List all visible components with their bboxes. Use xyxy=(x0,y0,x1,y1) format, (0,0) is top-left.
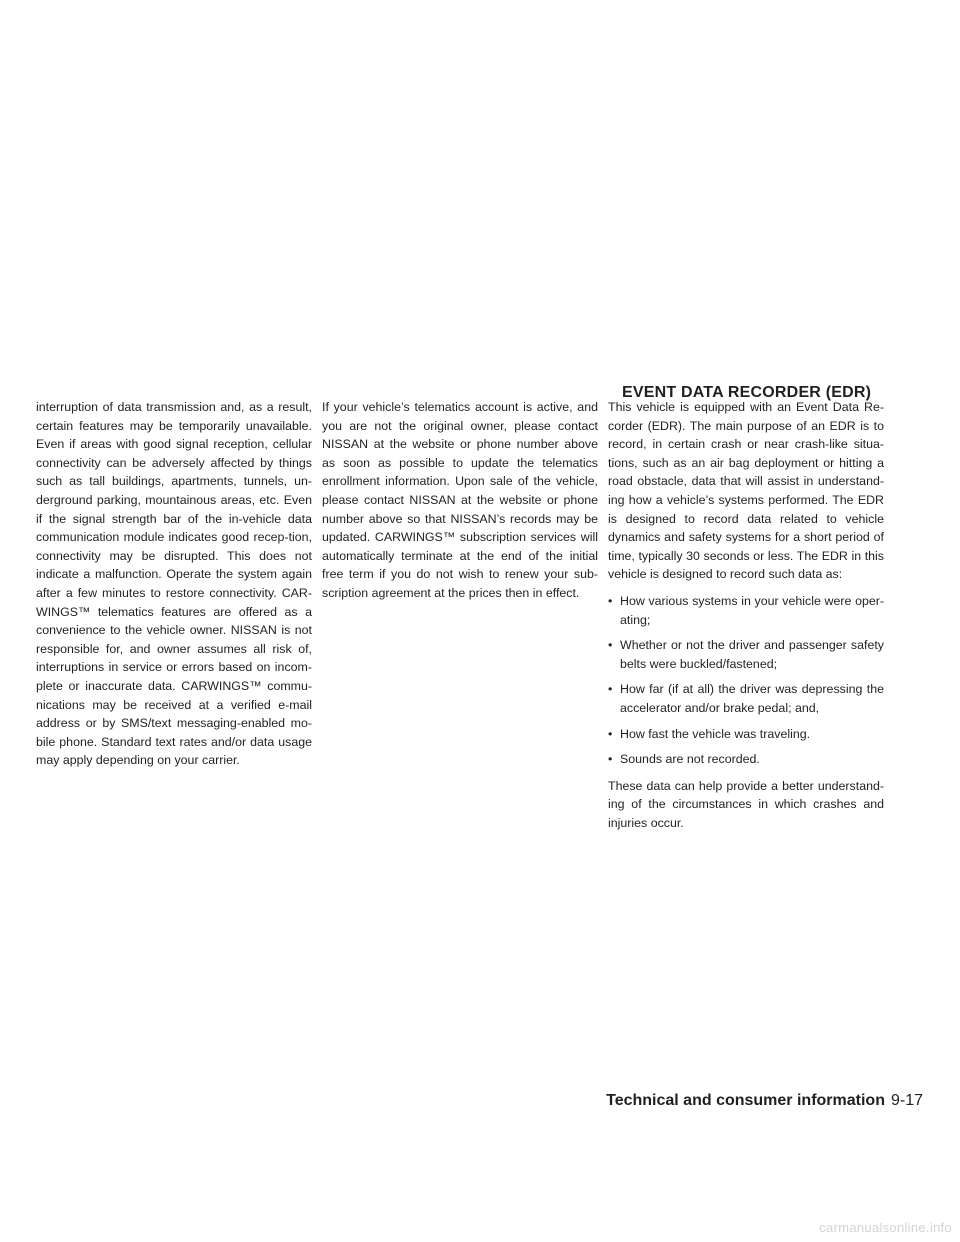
edr-data-list xyxy=(608,592,884,769)
list-item-text: How far (if at all) the driver was depressing the accelerator and/or brake pedal; and, xyxy=(620,682,884,715)
list-item xyxy=(608,725,884,744)
list-item-text: Whether or not the driver and passenger safety belts were buckled/fastened; xyxy=(620,638,884,671)
body-paragraph: If your vehicle’s telematics account is active, and you are not the original owner, please contact NISSAN at the website or phone number above as soon as possible to update the telematics enrollment information. Upon sale of the vehicle, please contact NISSAN at the website or phone number above so that NISSAN’s records may be updated. CARWINGS™ subscription services will automatically terminate at the end of the initial free term if you do not wish to renew your sub-scription agreement at the prices then in effect. xyxy=(322,400,598,600)
list-item-text: How fast the vehicle was traveling. xyxy=(620,726,811,741)
list-item-text: Sounds are not recorded. xyxy=(620,752,760,767)
edr-intro-paragraph: This vehicle is equipped with an Event Data Re-corder (EDR). The main purpose of an EDR is to record, in certain crash or near crash-like situa-tions, such as an air bag deployment or hitting a road obstacle, data that will assist in understand-ing how a vehicle’s systems performed. The EDR is designed to record data related to vehicle dynamics and safety systems for a short period of time, typically 30 seconds or less. The EDR in this vehicle is designed to record such data as: xyxy=(608,400,884,582)
list-item xyxy=(608,636,884,673)
bullet-icon: • xyxy=(608,752,613,767)
bullet-icon: • xyxy=(608,726,613,741)
list-item xyxy=(608,592,884,629)
body-paragraph: interruption of data transmission and, as a result, certain features may be temporarily unavailable. Even if areas with good signal reception, cellular connectivity can be adversely affected by things such as tall buildings, apartments, tunnels, un-derground parking, mountainous areas, etc. Even if the signal strength bar of the in-vehicle data communication module indicates good recep-tion, connectivity may be disrupted. This does not indicate a malfunction. Operate the system again after a few minutes to restore connectivity. CAR-WINGS™ telematics features are offered as a convenience to the vehicle owner. NISSAN is not responsible for, and owner assumes all risk of, interruptions in service or errors based on incom-plete or inaccurate data. CARWINGS™ commu-nications may be received at a verified e-mail address or by SMS/text messaging-enabled mo-bile phone. Standard text rates and/or data usage may apply depending on your carrier. xyxy=(36,400,312,768)
text-column-3 xyxy=(608,398,884,840)
section-heading-edr: EVENT DATA RECORDER (EDR) xyxy=(622,384,872,401)
text-column-1 xyxy=(36,398,312,778)
bullet-icon: • xyxy=(608,638,613,653)
text-column-2 xyxy=(322,398,598,611)
list-item-text: How various systems in your vehicle were oper-ating; xyxy=(620,593,884,627)
bullet-icon: • xyxy=(608,593,613,608)
edr-closing-paragraph: These data can help provide a better understand-ing of the circumstances in which crashes and injuries occur. xyxy=(608,778,884,830)
bullet-icon: • xyxy=(608,682,613,697)
list-item xyxy=(608,750,884,769)
page-footer xyxy=(606,1091,923,1111)
list-item xyxy=(608,680,884,717)
watermark: carmanualsonline.info xyxy=(819,1220,952,1235)
page-number: 9-17 xyxy=(890,1092,923,1109)
footer-section-name: Technical and consumer information xyxy=(606,1092,885,1109)
